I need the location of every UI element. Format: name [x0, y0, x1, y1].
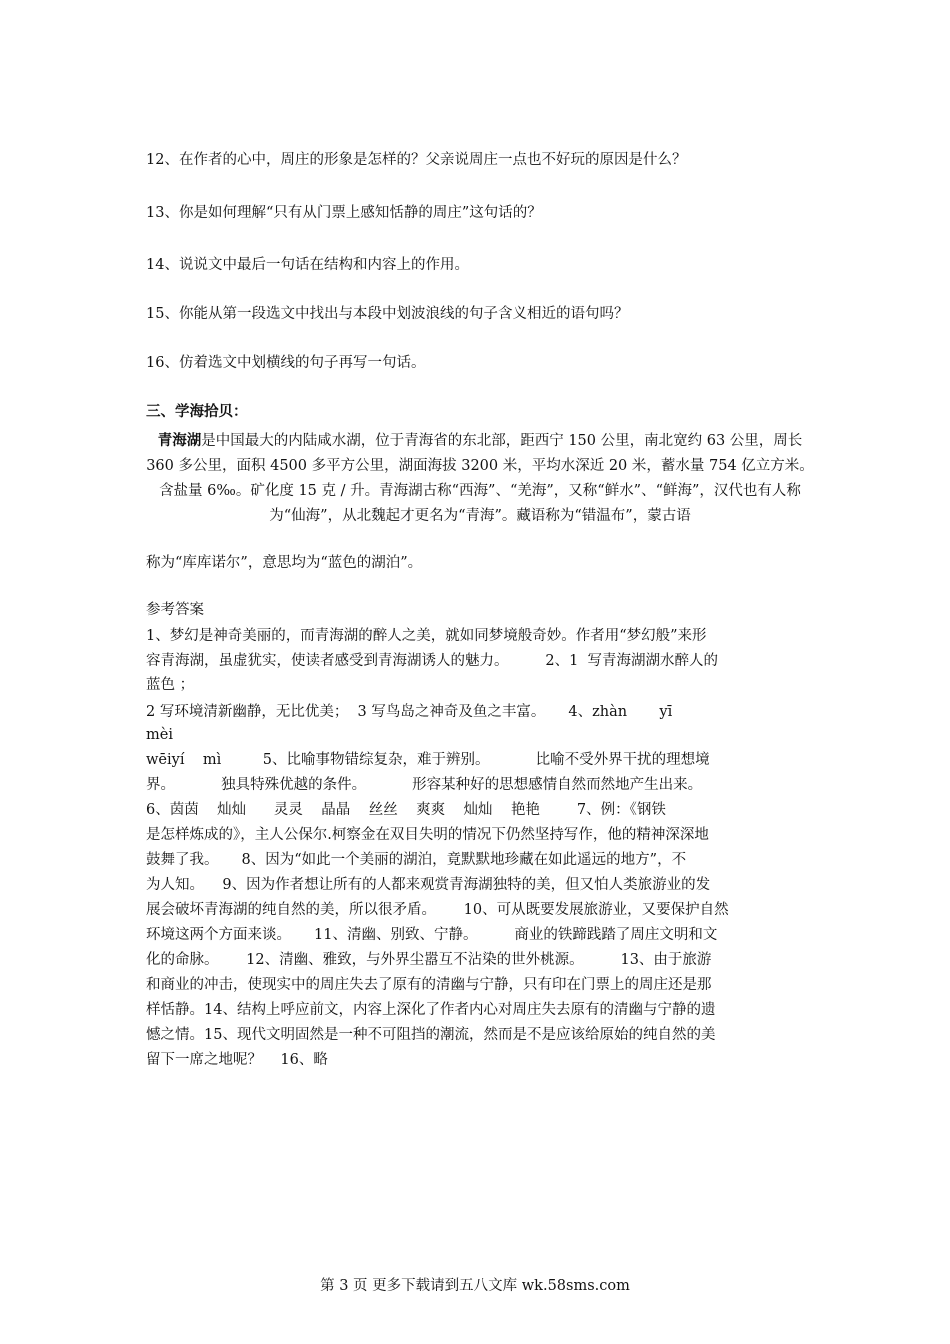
answer-line: 为人知。 9、因为作者想让所有的人都来观赏青海湖独特的美，但又怕人类旅游业的发: [146, 877, 711, 893]
page-footer: 第 3 页 更多下载请到五八文库 wk.58sms.com: [320, 1278, 630, 1294]
answer-line: 憾之情。15、现代文明固然是一种不可阻挡的潮流，然而是不是应该给原始的纯自然的美: [146, 1027, 716, 1043]
question-12: 12、在作者的心中，周庄的形象是怎样的？父亲说周庄一点也不好玩的原因是什么？: [146, 152, 687, 168]
lake-name: 青海湖: [157, 432, 202, 449]
qinghai-lake-paragraph: [146, 428, 814, 529]
question-14: 14、说说文中最后一句话在结构和内容上的作用。: [146, 257, 469, 273]
answer-line: 容青海湖，虽虚犹实，使读者感受到青海湖诱人的魅力。 2、1 写青海湖湖水醉人的: [146, 653, 719, 669]
answer-line: 6、茵茵 灿灿 灵灵 晶晶 丝丝 爽爽 灿灿 艳艳 7、例：《钢铁: [146, 802, 666, 818]
answers-title: 参考答案: [146, 602, 204, 618]
answer-line: 和商业的冲击，使现实中的周庄失去了原有的清幽与宁静，只有印在门票上的周庄还是那: [146, 977, 712, 993]
answer-line: 鼓舞了我。 8、因为“如此一个美丽的湖泊，竟默默地珍藏在如此遥远的地方”，不: [146, 852, 687, 868]
question-15: 15、你能从第一段选文中找出与本段中划波浪线的句子含义相近的语句吗？: [146, 306, 629, 322]
answer-line: 2 写环境清新幽静，无比优美； 3 写鸟岛之神奇及鱼之丰富。 4、zhàn yī: [146, 704, 673, 720]
answer-line: 留下一席之地呢？ 16、略: [146, 1052, 328, 1068]
answer-line: 样恬静。14、结构上呼应前文，内容上深化了作者内心对周庄失去原有的清幽与宁静的遗: [146, 1002, 716, 1018]
answer-line: 1、梦幻是神奇美丽的，而青海湖的醉人之美，就如同梦境般奇妙。作者用“梦幻般”来形: [146, 628, 707, 644]
answer-line: 蓝色 ；: [146, 677, 195, 693]
answer-line: 化的命脉。 12、清幽、雅致，与外界尘嚣互不沾染的世外桃源。 13、由于旅游: [146, 952, 712, 968]
section-heading: 三、学海拾贝：: [146, 403, 248, 420]
lake-paragraph-tail: 称为“库库诺尔”，意思均为“蓝色的湖泊”。: [146, 555, 423, 571]
question-13: 13、你是如何理解“只有从门票上感知恬静的周庄”这句话的？: [146, 205, 542, 221]
answer-line: 界。 独具特殊优越的条件。 形容某种好的思想感情自然而然地产生出来。: [146, 777, 703, 793]
answer-line: 展会破坏青海湖的纯自然的美，所以很矛盾。 10、可从既要发展旅游业，又要保护自然: [146, 902, 729, 918]
answer-line: mèi: [146, 727, 173, 743]
answer-line: 环境这两个方面来谈。 11、清幽、别致、宁静。 商业的铁蹄践踏了周庄文明和文: [146, 927, 718, 943]
answer-line: 是怎样炼成的》，主人公保尔.柯察金在双目失明的情况下仍然坚持写作，他的精神深深地: [146, 827, 709, 843]
question-16: 16、仿着选文中划横线的句子再写一句话。: [146, 355, 426, 371]
lake-description: 是中国最大的内陆咸水湖，位于青海省的东北部，距西宁 150 公里，南北宽约 63 公里，周长 360 多公里，面积 4500 多平方公里，湖面海拔 3200 米，平均水深近 20 米，蓄水量 754 亿立方米。含盐量 6‰。矿化度 15 克 / 升。青海湖古称“西海”、“羌海”，又称“鲜水”、“鲜海”，汉代也有人称为“仙海”，从北魏起才更名为“青海”。藏语称为“错温布”，蒙古语: [146, 433, 814, 524]
answer-line: wēiyí mì 5、比喻事物错综复杂，难于辨别。 比喻不受外界干扰的理想境: [146, 752, 710, 768]
